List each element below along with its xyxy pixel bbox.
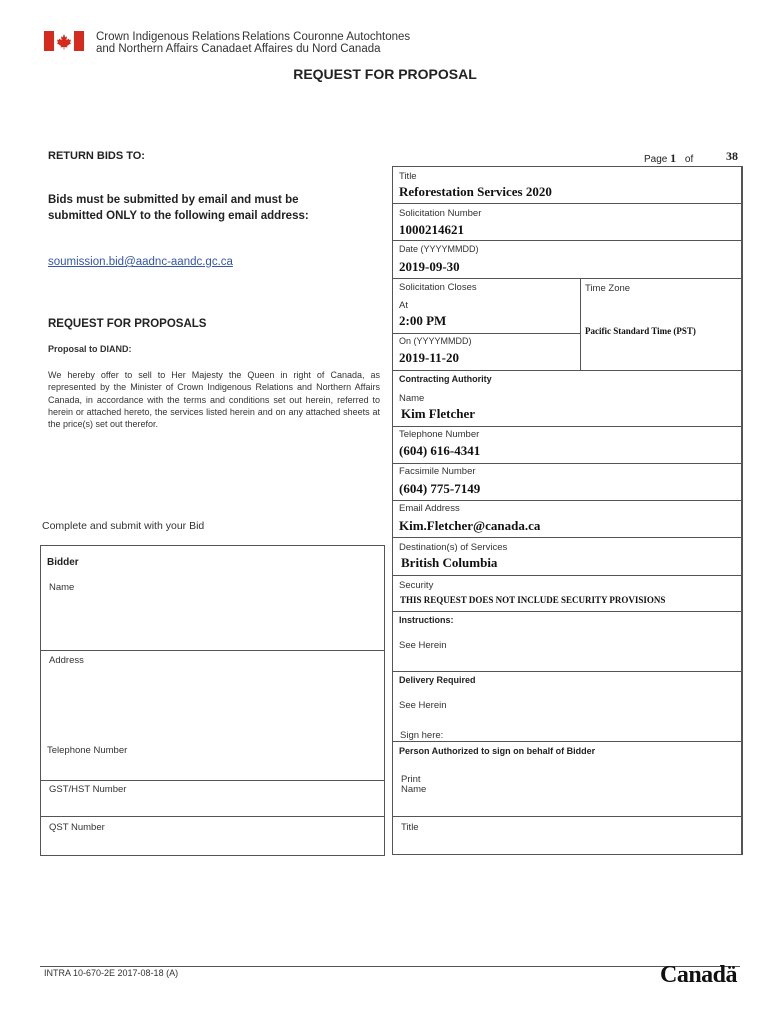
page-current: 1	[670, 151, 677, 165]
fax-label: Facsimile Number	[399, 466, 476, 477]
divider	[392, 611, 743, 612]
divider	[41, 780, 384, 781]
email-address-value: Kim.Fletcher@canada.ca	[399, 518, 541, 533]
bids-instruction-line1: Bids must be submitted by email and must be	[48, 194, 299, 206]
offer-text: We hereby offer to sell to Her Majesty the Queen in right of Canada, as represented by the Minister of Crown Indigenous Relations and Northern Affairs Canada, in accordance with the terms and conditions set out herein, referred to herein or attached hereto, the services listed herein and on any attached sheets at the price(s) set out therefor.	[48, 370, 380, 430]
bids-instruction	[48, 192, 309, 224]
bidder-name-label: Name	[49, 582, 75, 593]
bids-instruction-line2: submitted ONLY to the following email address:	[48, 210, 309, 222]
email-address-label: Email Address	[399, 503, 460, 514]
instructions-label: Instructions:	[399, 615, 454, 625]
page-total: 38	[726, 149, 738, 163]
solicitation-number-label: Solicitation Number	[399, 208, 482, 219]
divider	[392, 278, 743, 279]
return-bids-heading: RETURN BIDS TO:	[48, 150, 145, 162]
date-value: 2019-09-30	[399, 259, 460, 274]
dept-en-line2: and Northern Affairs Canada	[96, 43, 242, 55]
department-name-fr	[242, 31, 410, 55]
complete-submit-label: Complete and submit with your Bid	[42, 520, 205, 532]
authority-name-value: Kim Fletcher	[401, 406, 475, 421]
page-of-label: of	[684, 154, 694, 165]
solicitation-number-value: 1000214621	[399, 222, 464, 237]
divider	[392, 203, 743, 204]
destination-value: British Columbia	[401, 555, 498, 570]
divider	[392, 741, 743, 742]
bidder-telephone-label: Telephone Number	[47, 745, 128, 756]
contracting-authority-label: Contracting Authority	[399, 374, 492, 384]
canada-wordmark-logo: Canadä	[660, 962, 738, 988]
divider	[742, 166, 743, 855]
time-zone-label: Time Zone	[585, 283, 631, 294]
destination-label: Destination(s) of Services	[399, 542, 508, 553]
document-title: REQUEST FOR PROPOSAL	[293, 66, 477, 82]
signer-title-label: Title	[401, 822, 419, 833]
title-value: Reforestation Services 2020	[399, 184, 552, 199]
form-code: INTRA 10-670-2E 2017-08-18 (A)	[44, 968, 179, 978]
fax-value: (604) 775-7149	[399, 481, 481, 496]
date-label: Date (YYYYMMDD)	[399, 244, 479, 254]
dept-fr-line2: et Affaires du Nord Canada	[242, 43, 381, 55]
page-label: Page	[644, 154, 668, 165]
divider	[392, 370, 743, 371]
divider	[392, 671, 743, 672]
security-label: Security	[399, 580, 434, 591]
bidder-qst-label: QST Number	[49, 822, 105, 833]
authority-name-label: Name	[399, 393, 425, 404]
closing-time-value: 2:00 PM	[399, 313, 447, 328]
divider	[392, 575, 743, 576]
canada-flag-icon	[44, 31, 84, 51]
print-label: Print	[401, 774, 421, 785]
divider	[392, 463, 743, 464]
page-indicator	[644, 151, 693, 166]
divider	[580, 278, 581, 370]
divider	[392, 537, 743, 538]
print-name-word: Name	[401, 784, 427, 795]
solicitation-closes-label: Solicitation Closes	[399, 282, 477, 293]
proposal-to-label: Proposal to DIAND:	[48, 344, 132, 354]
bidder-heading: Bidder	[47, 557, 79, 568]
print-name-label	[401, 775, 426, 795]
footer-rule	[40, 966, 740, 967]
divider	[41, 816, 384, 817]
bidder-address-label: Address	[49, 655, 84, 666]
time-zone-value: Pacific Standard Time (PST)	[585, 326, 696, 336]
delivery-required-label: Delivery Required	[399, 675, 476, 685]
divider	[392, 816, 743, 817]
divider	[392, 240, 743, 241]
divider	[392, 426, 743, 427]
closing-date-value: 2019-11-20	[399, 350, 459, 365]
delivery-required-value: See Herein	[399, 700, 447, 711]
bidder-gst-label: GST/HST Number	[49, 784, 127, 795]
telephone-label: Telephone Number	[399, 429, 480, 440]
rfp-heading: REQUEST FOR PROPOSALS	[48, 318, 207, 330]
sign-here-label: Sign here:	[400, 730, 444, 741]
instructions-value: See Herein	[399, 640, 447, 651]
closing-on-label: On (YYYYMMDD)	[399, 336, 472, 346]
dept-en-line1: Crown Indigenous Relations	[96, 31, 240, 43]
dept-fr-line1: Relations Couronne Autochtones	[242, 31, 411, 43]
divider	[41, 650, 384, 651]
telephone-value: (604) 616-4341	[399, 443, 481, 458]
bidder-box	[40, 545, 385, 856]
person-authorized-label: Person Authorized to sign on behalf of Bidder	[399, 746, 596, 756]
divider	[392, 333, 580, 334]
security-value: THIS REQUEST DOES NOT INCLUDE SECURITY PROVISIONS	[400, 595, 666, 605]
title-label: Title	[399, 171, 417, 182]
closing-at-label: At	[399, 300, 408, 311]
department-name-en	[96, 31, 242, 55]
return-email-link[interactable]: soumission.bid@aadnc-aandc.gc.ca	[48, 256, 233, 268]
divider	[392, 500, 743, 501]
